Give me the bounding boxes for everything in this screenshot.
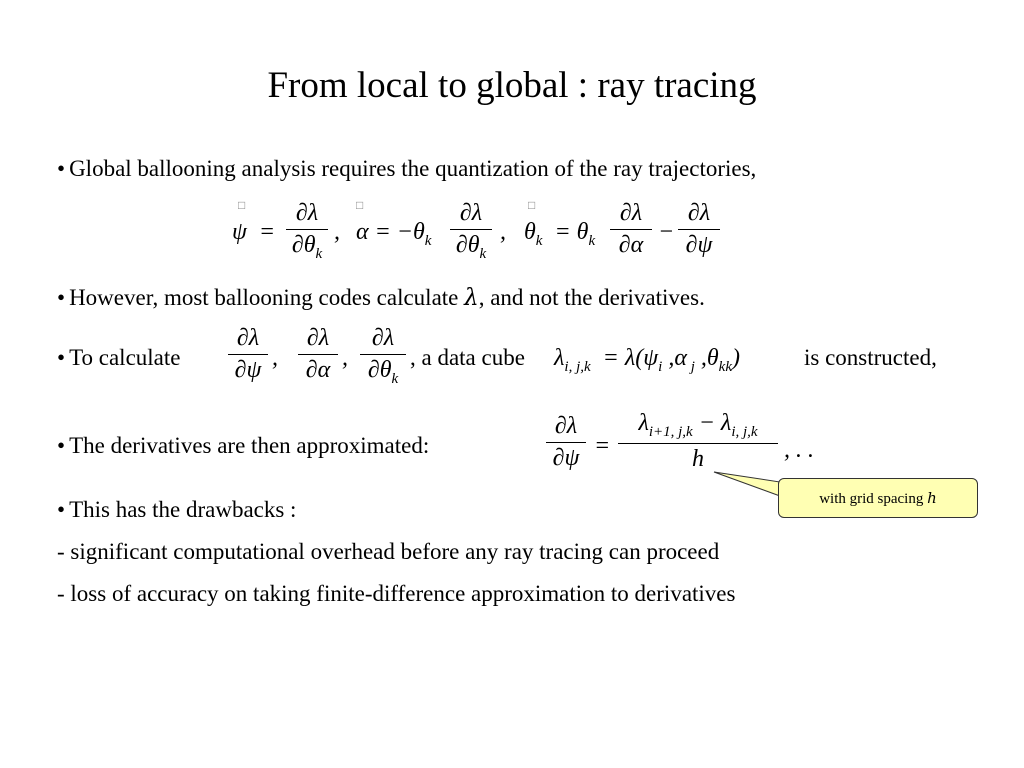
bullet-ballooning-codes: • However, most ballooning codes calculate λ, and not the derivatives. xyxy=(57,285,705,311)
drawback-overhead: - significant computational overhead before any ray tracing can proceed xyxy=(57,539,720,564)
slide-title: From local to global : ray tracing xyxy=(267,65,757,106)
frac-dlambda-dalpha: ∂λ ∂α xyxy=(610,200,652,259)
bullet-to-calculate: • To calculate xyxy=(57,345,181,370)
theta-lhs: $\theta_k = \theta_k$ xyxy=(524,219,596,249)
bullet-marker: • xyxy=(57,156,66,181)
frac-dlambda-dtheta: ∂λ $\partial\theta_k$ xyxy=(286,200,328,263)
frac-dlambda-dpsi: ∂λ ∂ψ xyxy=(678,200,720,259)
dot-placeholder: □ xyxy=(238,198,246,212)
bullet-marker: • xyxy=(57,285,66,310)
psi-lhs: ψ = xyxy=(232,219,276,245)
frac-dlambda-dtheta: ∂λ $\partial\theta_k$ xyxy=(360,325,406,388)
frac-dlambda-dalpha: ∂λ ∂α xyxy=(298,325,338,384)
grid-spacing-callout: with grid spacing h xyxy=(778,478,978,518)
finite-difference-fraction: $\lambda_{i+1, j,k} - \lambda_{i, j,k}$ h xyxy=(618,410,778,473)
dot-placeholder: □ xyxy=(528,198,536,212)
data-cube-expression: $\lambda_{i, j,k} = \lambda(\psi_i$ ,α $_j$ $,\theta_{kk}$) xyxy=(554,345,740,375)
bullet-quantization xyxy=(57,156,756,182)
bullet-marker: • xyxy=(57,497,66,522)
bullet-marker: • xyxy=(57,345,66,370)
frac-dlambda-dpsi: ∂λ ∂ψ xyxy=(228,325,268,384)
bullet-approximated: • The derivatives are then approximated: xyxy=(57,433,430,458)
bullet-marker: • xyxy=(57,433,66,458)
bullet-text: Global ballooning analysis requires the quantization of the ray trajectories, xyxy=(69,156,757,181)
alpha-lhs: $\alpha = -\theta_k$ xyxy=(356,219,432,249)
dot-placeholder: □ xyxy=(356,198,364,212)
drawback-accuracy: - loss of accuracy on taking finite-difference approximation to derivatives xyxy=(57,581,736,606)
frac-dlambda-dtheta: ∂λ $\partial\theta_k$ xyxy=(450,200,492,263)
bullet-drawbacks: • This has the drawbacks : xyxy=(57,497,297,522)
frac-dlambda-dpsi: ∂λ ∂ψ xyxy=(546,413,586,472)
